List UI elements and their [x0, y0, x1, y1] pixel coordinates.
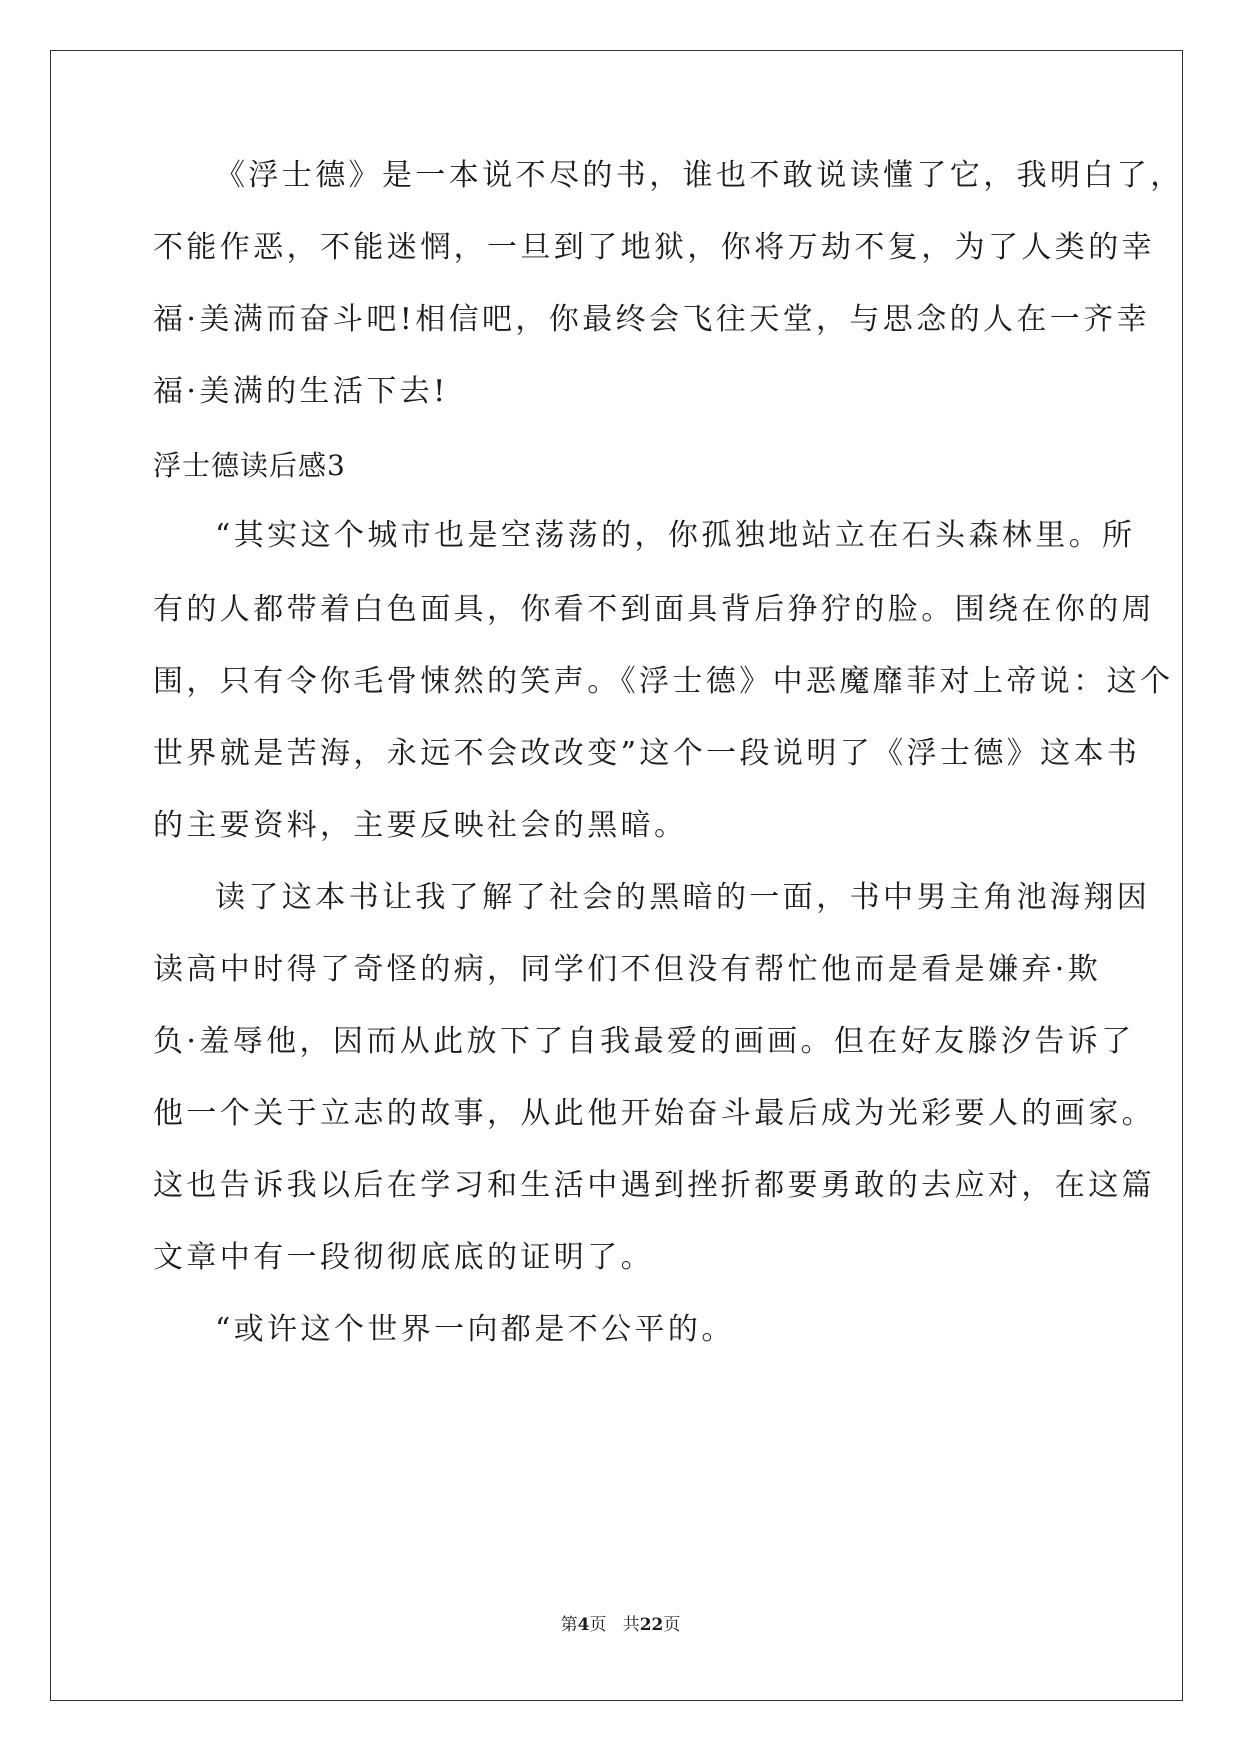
section-heading: 浮士德读后感3: [153, 449, 346, 482]
paragraph-line: “其实这个城市也是空荡荡的，你孤独地站立在石头森林里。所: [215, 518, 1136, 553]
page-suffix: 页: [589, 1615, 607, 1635]
paragraph-line: 读了这本书让我了解了社会的黑暗的一面，书中男主角池海翔因: [215, 880, 1151, 915]
paragraph-line: 读高中时得了奇怪的病，同学们不但没有帮忙他而是看是嫌弃·欺: [153, 952, 1102, 987]
page-border: [50, 50, 1183, 1701]
paragraph-line: 负·羞辱他，因而从此放下了自我最爱的画画。但在好友滕汐告诉了: [153, 1024, 1135, 1059]
paragraph-line: 他一个关于立志的故事，从此他开始奋斗最后成为光彩要人的画家。: [153, 1096, 1155, 1131]
page-number: 4: [577, 1615, 590, 1635]
paragraph-line: 文章中有一段彻彻底底的证明了。: [153, 1240, 654, 1275]
total-suffix: 页: [663, 1615, 681, 1635]
total-pages: 22: [639, 1615, 664, 1635]
paragraph-line: 围，只有令你毛骨悚然的笑声。《浮士德》中恶魔靡菲对上帝说：这个: [153, 664, 1174, 699]
paragraph-line: “或许这个世界一向都是不公平的。: [215, 1312, 735, 1347]
paragraph-line: 的主要资料，主要反映社会的黑暗。: [153, 808, 688, 843]
paragraph-line: 这也告诉我以后在学习和生活中遇到挫折都要勇敢的去应对，在这篇: [153, 1168, 1155, 1203]
total-prefix: 共: [622, 1615, 640, 1635]
paragraph-line: 《浮士德》是一本说不尽的书，谁也不敢说读懂了它，我明白了，: [215, 158, 1184, 193]
paragraph-line: 有的人都带着白色面具，你看不到面具背后狰狞的脸。围绕在你的周: [153, 592, 1155, 627]
page-prefix: 第: [560, 1615, 578, 1635]
paragraph-line: 不能作恶，不能迷惘，一旦到了地狱，你将万劫不复，为了人类的幸: [153, 230, 1155, 265]
page-footer: [0, 1614, 1241, 1636]
paragraph-line: 世界就是苦海，永远不会改改变”这个一段说明了《浮士德》这本书: [153, 736, 1141, 771]
paragraph-line: 福·美满而奋斗吧!相信吧，你最终会飞往天堂，与思念的人在一齐幸: [153, 302, 1150, 337]
paragraph-line: 福·美满的生活下去!: [153, 374, 449, 409]
